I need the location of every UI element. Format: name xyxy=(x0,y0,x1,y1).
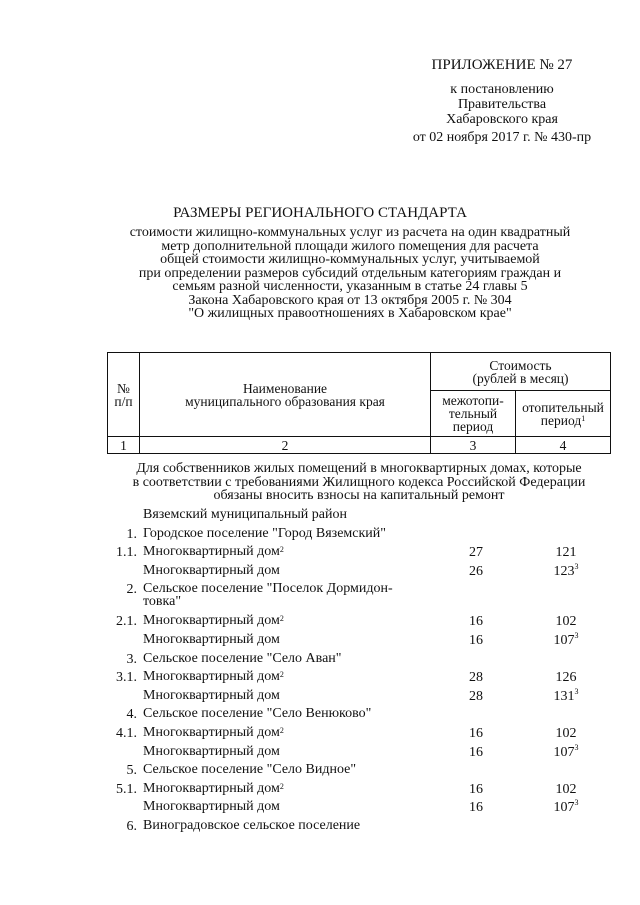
footnote-marker: 2 xyxy=(279,545,284,555)
table-row xyxy=(0,761,640,780)
interheat-value: 28 xyxy=(469,688,483,704)
table-row xyxy=(0,612,640,631)
footnote-marker: 2 xyxy=(279,781,284,791)
row-name-text: Многоквартирный дом xyxy=(143,799,280,815)
header-num-line: п/п xyxy=(114,393,133,409)
heat-value xyxy=(540,670,592,686)
row-name xyxy=(143,582,423,608)
row-name-text: Городское поселение "Город Вяземский" xyxy=(143,525,387,541)
heat-value xyxy=(540,782,592,798)
row-number: 2. xyxy=(126,582,137,598)
table-row xyxy=(0,562,640,581)
row-name xyxy=(143,527,423,540)
row-name xyxy=(143,689,423,702)
heat-value-text: 107 xyxy=(553,744,575,760)
footnote-marker: 3 xyxy=(574,798,579,808)
subheading-line: метр дополнительной площади жилого помещения для расчета xyxy=(161,238,539,254)
row-name-text: Многоквартирный дом xyxy=(143,613,280,629)
header-heat-text: период xyxy=(540,412,582,428)
table-row xyxy=(0,724,640,743)
heat-value xyxy=(540,630,592,649)
note-line: Для собственников жилых помещений в многоквартирных домах, которые xyxy=(136,461,582,476)
heat-value-text: 102 xyxy=(555,781,577,797)
col-number: 4 xyxy=(516,437,611,454)
row-name xyxy=(143,707,423,720)
footnote-marker: 3 xyxy=(574,742,579,752)
interheat-value: 16 xyxy=(469,781,483,797)
heat-value-text: 121 xyxy=(555,545,577,561)
interheat-value: 16 xyxy=(469,744,483,760)
heat-value xyxy=(540,545,592,561)
row-number: 6. xyxy=(126,818,137,834)
table-row xyxy=(0,817,640,836)
row-name-text: Многоквартирный дом xyxy=(143,669,280,685)
header-interheat-line: межотопи- xyxy=(442,393,504,408)
row-name xyxy=(143,564,423,577)
header-cost-col xyxy=(431,353,611,391)
row-name-text: Многоквартирный дом xyxy=(143,724,280,740)
table-row xyxy=(0,668,640,687)
heat-value-text: 123 xyxy=(553,563,575,579)
header-name-line: Наименование xyxy=(242,380,328,396)
row-number: 4. xyxy=(126,707,137,723)
heat-value-text: 107 xyxy=(553,632,575,648)
category-note xyxy=(107,462,611,503)
appendix-block xyxy=(392,58,612,145)
row-name-text: Многоквартирный дом xyxy=(143,687,280,703)
interheat-value: 26 xyxy=(469,563,483,579)
row-name xyxy=(143,726,423,739)
row-name xyxy=(143,633,423,646)
subheading-line: при определении размеров субсидий отдельным категориям граждан и xyxy=(138,265,562,281)
footnote-marker: 3 xyxy=(574,561,579,571)
header-interheat-line: период xyxy=(452,419,494,434)
note-line: в соответствии с требованиями Жилищного кодекса Российской Федерации xyxy=(132,474,586,490)
row-name-text: товка" xyxy=(143,594,182,610)
row-number: 3. xyxy=(126,651,137,667)
heat-value xyxy=(540,726,592,742)
heat-value-text: 107 xyxy=(553,800,575,816)
row-number: 1. xyxy=(126,526,137,542)
header-cost-line: Стоимость xyxy=(489,357,552,373)
row-name xyxy=(143,614,423,627)
header-heat-col xyxy=(516,391,611,437)
row-name-text: Виноградовское сельское поселение xyxy=(143,817,361,833)
subheading-line: Закона Хабаровского края от 13 октября 2005 г. № 304 xyxy=(188,292,512,308)
row-number: 4.1. xyxy=(116,725,137,741)
subheading-line: общей стоимости жилищно-коммунальных услуг, учитываемой xyxy=(160,252,540,267)
header-heat-line xyxy=(516,414,610,427)
row-number: 5.1. xyxy=(116,781,137,797)
table-row xyxy=(0,580,640,612)
heat-value-text: 102 xyxy=(555,725,577,741)
table-row xyxy=(0,506,640,525)
row-number: 5. xyxy=(126,763,137,779)
interheat-value: 16 xyxy=(469,725,483,741)
row-name xyxy=(143,763,423,776)
header-interheat-line: тельный xyxy=(448,406,498,421)
row-name-text: Сельское поселение "Село Венюково" xyxy=(143,706,372,722)
appendix-title: ПРИЛОЖЕНИЕ № 27 xyxy=(431,57,573,73)
interheat-value: 28 xyxy=(469,670,483,686)
header-name-line: муниципального образования края xyxy=(185,393,385,409)
row-name-text: Многоквартирный дом xyxy=(143,631,280,647)
document-heading: РАЗМЕРЫ РЕГИОНАЛЬНОГО СТАНДАРТА xyxy=(173,205,467,221)
footnote-marker: 3 xyxy=(574,686,579,696)
heat-value-text: 131 xyxy=(553,688,575,704)
col-number: 2 xyxy=(140,437,431,454)
heat-value-text: 102 xyxy=(555,614,577,630)
subheading-line: семьям разной численности, указанным в статье 24 главы 5 xyxy=(172,279,528,294)
row-number: 2.1. xyxy=(116,614,137,630)
interheat-value: 16 xyxy=(469,614,483,630)
heat-value xyxy=(540,614,592,630)
header-num-line: № xyxy=(117,380,130,396)
row-name xyxy=(143,652,423,665)
table-row xyxy=(0,525,640,544)
row-name xyxy=(143,745,423,758)
interheat-value: 16 xyxy=(469,632,483,648)
row-name xyxy=(143,819,423,832)
header-num-col xyxy=(108,353,140,437)
row-name-text: Многоквартирный дом xyxy=(143,743,280,759)
footnote-marker: 3 xyxy=(574,630,579,640)
row-name xyxy=(143,545,423,558)
row-name xyxy=(143,508,423,521)
footnote-marker: 2 xyxy=(279,614,284,624)
row-name-text: Многоквартирный дом xyxy=(143,780,280,796)
table-header xyxy=(107,352,611,454)
heat-value xyxy=(540,686,592,705)
table-row xyxy=(0,798,640,817)
footnote-marker: 2 xyxy=(279,725,284,735)
table-row xyxy=(0,743,640,762)
heat-value xyxy=(540,800,592,816)
appendix-line: от 02 ноября 2017 г. № 430-пр xyxy=(412,130,592,145)
col-number: 3 xyxy=(431,437,516,454)
appendix-line: Хабаровского края xyxy=(446,112,558,127)
row-name-text: Вяземский муниципальный район xyxy=(143,507,347,522)
table-row xyxy=(0,650,640,669)
interheat-value: 27 xyxy=(469,545,483,561)
row-name xyxy=(143,782,423,795)
header-name-col xyxy=(140,353,431,437)
appendix-line: Правительства xyxy=(457,97,547,112)
header-interheat-col xyxy=(431,391,516,437)
col-number: 1 xyxy=(108,437,140,454)
footnote-marker: 1 xyxy=(581,413,586,423)
row-name xyxy=(143,670,423,683)
heat-value-text: 126 xyxy=(555,670,577,686)
heat-value xyxy=(540,742,592,761)
appendix-line: к постановлению xyxy=(450,82,554,97)
heat-value xyxy=(540,561,592,580)
note-line: обязаны вносить взносы на капитальный ремонт xyxy=(213,488,505,503)
row-name-text: Многоквартирный дом xyxy=(143,562,280,578)
row-name xyxy=(143,800,423,813)
table-row xyxy=(0,780,640,799)
row-name-text: Сельское поселение "Поселок Дормидон- xyxy=(143,581,393,597)
row-number: 3.1. xyxy=(116,670,137,686)
row-name-text: Сельское поселение "Село Аван" xyxy=(143,650,342,666)
subheading-line: стоимости жилищно-коммунальных услуг из расчета на один квадратный xyxy=(129,225,571,240)
document-subheading xyxy=(60,226,640,321)
table-row xyxy=(0,631,640,650)
table-row xyxy=(0,543,640,562)
row-name-text: Многоквартирный дом xyxy=(143,544,280,560)
row-name-text: Сельское поселение "Село Видное" xyxy=(143,762,357,778)
table-body xyxy=(0,506,640,836)
subheading-line: "О жилищных правоотношениях в Хабаровском крае" xyxy=(188,306,512,321)
table-row xyxy=(0,705,640,724)
footnote-marker: 2 xyxy=(279,670,284,680)
header-cost-line: (рублей в месяц) xyxy=(472,370,569,386)
row-number: 1.1. xyxy=(116,545,137,561)
header-heat-line: отопительный xyxy=(522,399,604,415)
interheat-value: 16 xyxy=(469,800,483,816)
table-row xyxy=(0,687,640,706)
